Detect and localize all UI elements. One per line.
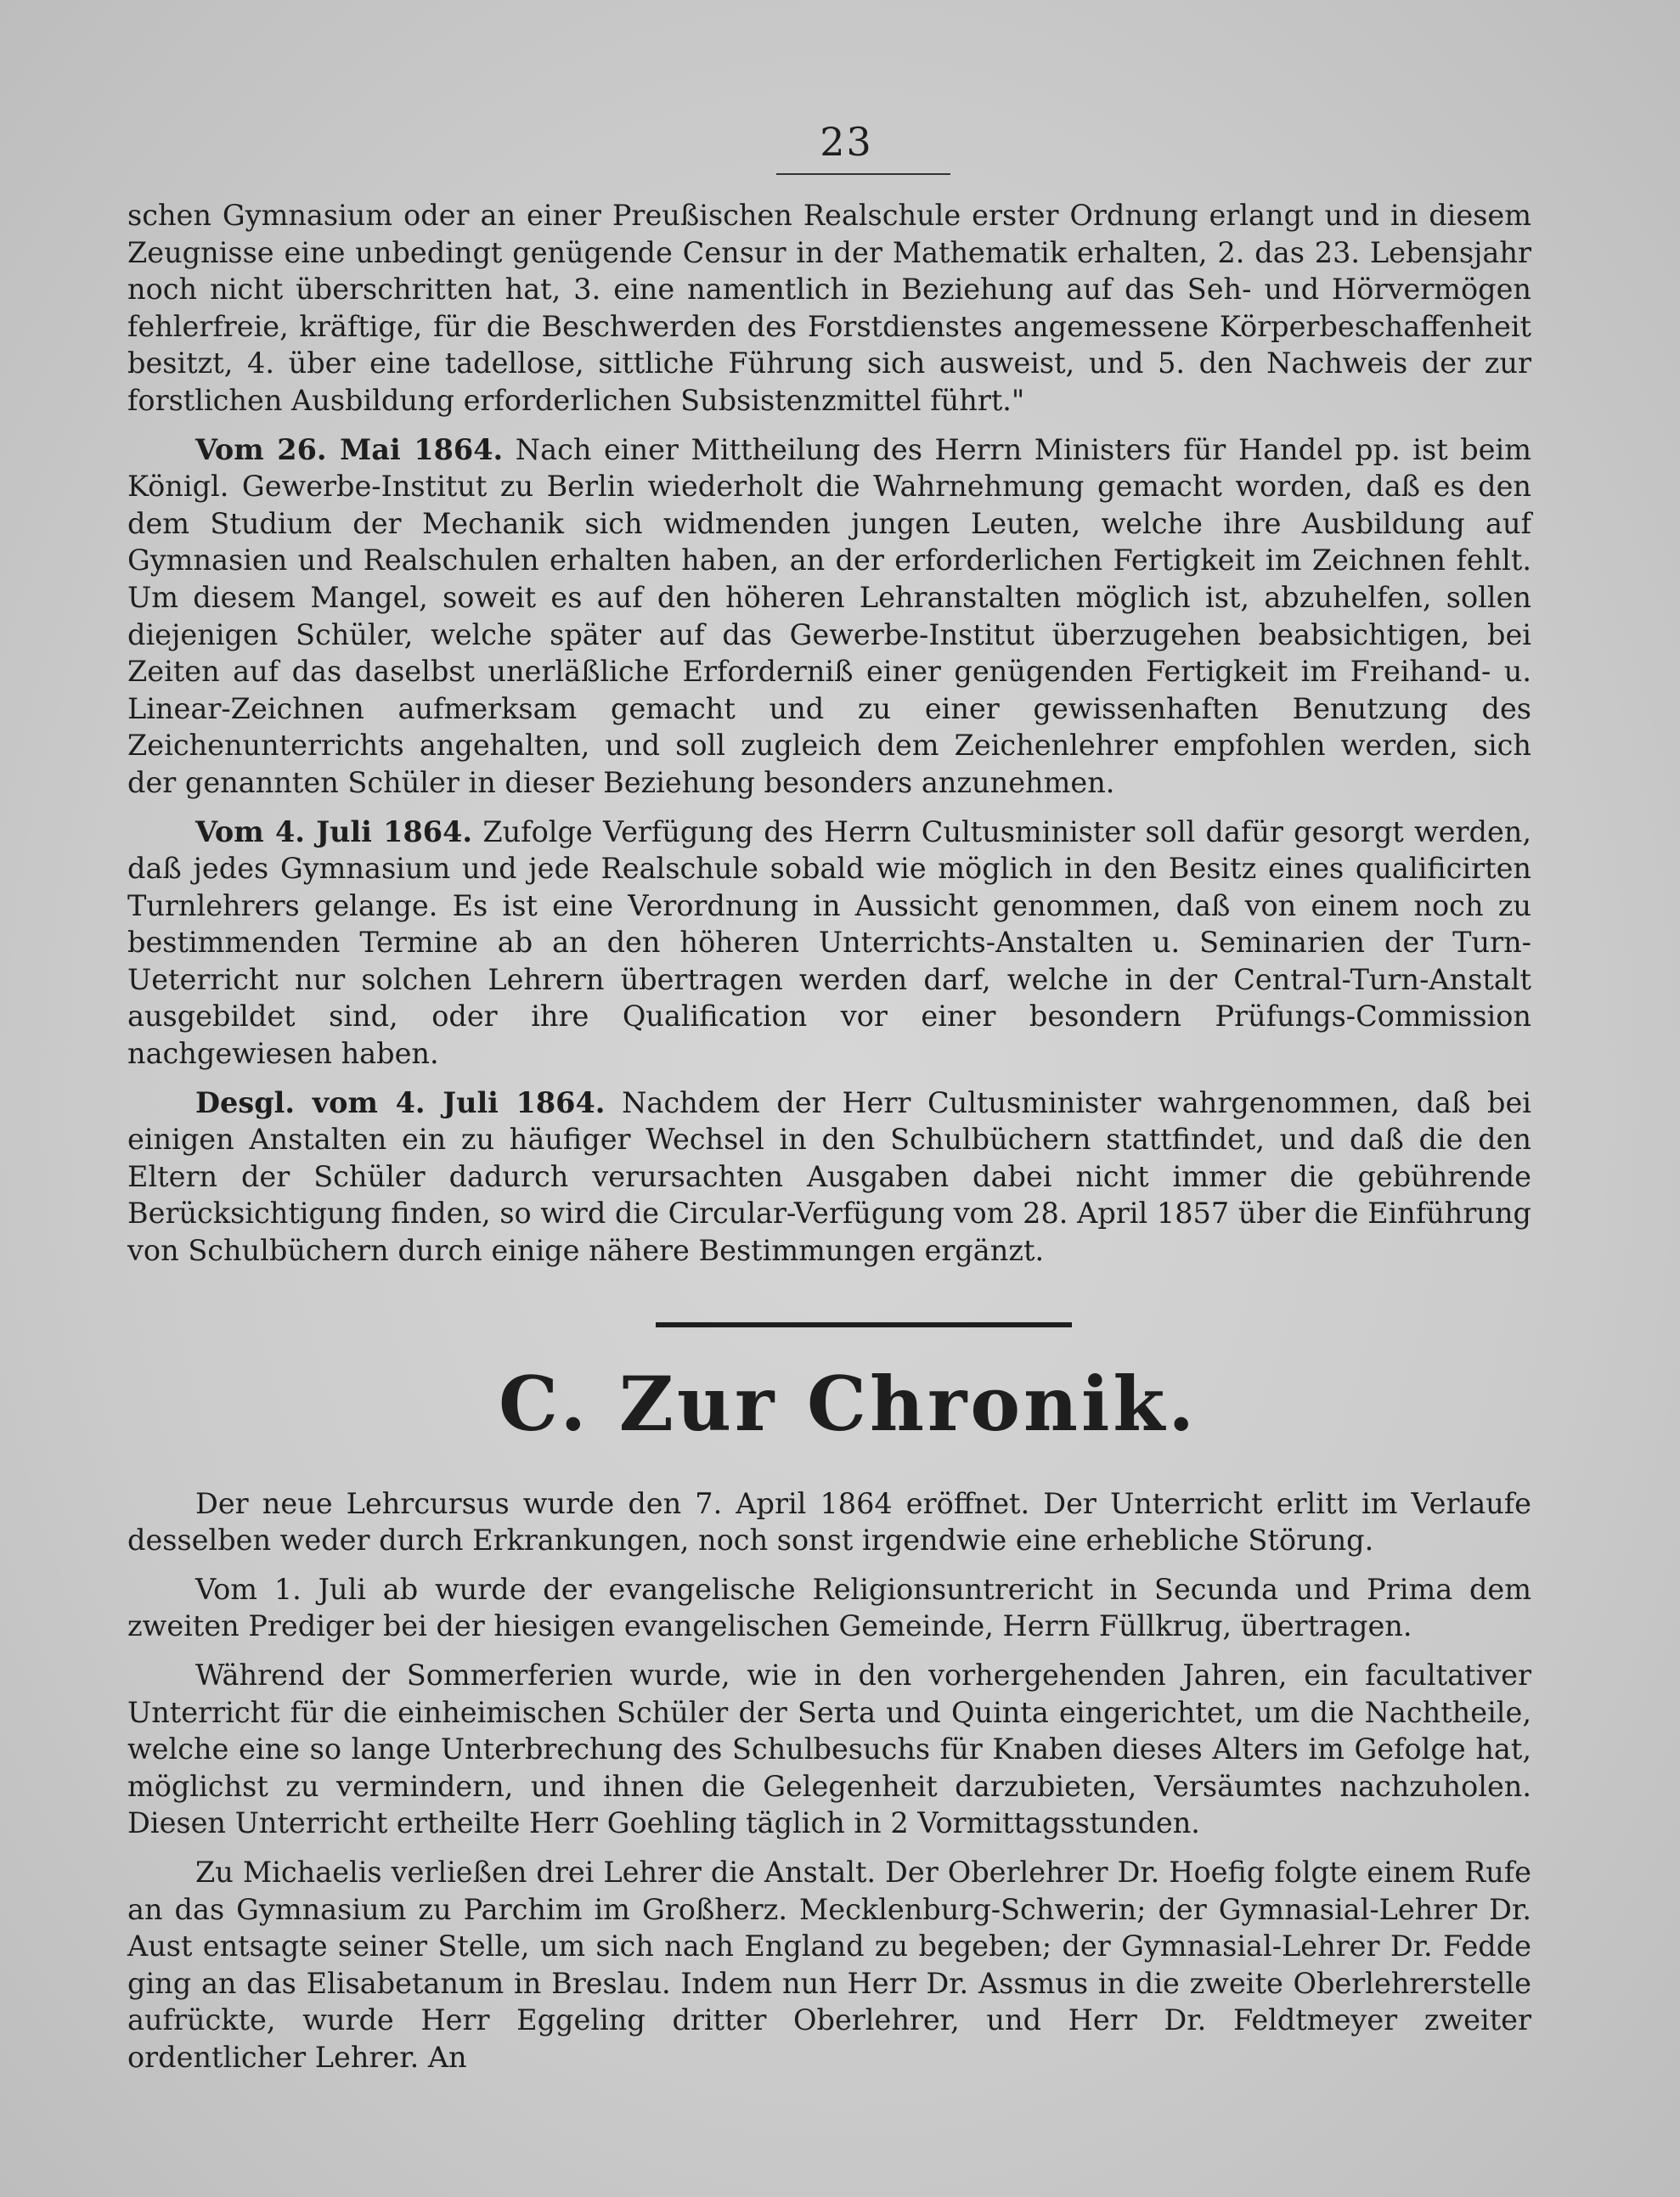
decree-text: Zufolge Verfügung des Herrn Cultusminister soll dafür gesorgt werden, daß jedes Gymnasium und jede Realschule sobald wie möglich in den Besitz eines qualificirten Turnlehrers gelange. Es ist eine Verordnung in Aussicht genommen, daß von einem noch zu bestimmenden Termine ab an den höheren Unterrichts-Anstalten u. Seminarien der Turn-Ueterricht nur solchen Lehrern übertragen werden darf, welche in der Central-Turn-Anstalt ausgebildet sind, oder ihre Qualification vor einer besondern Prüfungs-Commission nachgewiesen haben. bbox=[127, 814, 1531, 1071]
decree-date: Desgl. vom 4. Juli 1864. bbox=[195, 1085, 606, 1119]
section-divider bbox=[656, 1322, 1072, 1327]
section-heading: C. Zur Chronik. bbox=[498, 1359, 1198, 1448]
decree-paragraph bbox=[127, 431, 1531, 802]
page-number: 23 bbox=[820, 119, 873, 165]
page-number-rule bbox=[776, 173, 950, 175]
intro-paragraph: schen Gymnasium oder an einer Preußischen Realschule erster Ordnung erlangt und in diesem Zeugnisse eine unbedingt genügende Censur in der Mathematik erhalten, 2. das 23. Lebensjahr noch nicht überschritten hat, 3. eine namentlich in Beziehung auf das Seh- und Hörvermögen fehlerfreie, kräftige, für die Beschwerden des Forstdienstes angemessene Körperbeschaffenheit besitzt, 4. über eine tadellose, sittliche Führung sich ausweist, und 5. den Nachweis der zur forstlichen Ausbildung erforderlichen Subsistenzmittel führt." bbox=[127, 199, 1531, 417]
decree-text: Nachdem der Herr Cultusminister wahrgenommen, daß bei einigen Anstalten ein zu häufiger Wechsel in den Schulbüchern stattfindet, und daß die den Eltern der Schüler dadurch verursachten Ausgaben dabei nicht immer die gebührende Berücksichtigung finden, so wird die Circular-Verfügung vom 28. April 1857 über die Einführung von Schulbüchern durch einige nähere Bestimmungen ergänzt. bbox=[127, 1085, 1531, 1268]
decree-date: Vom 26. Mai 1864. bbox=[195, 432, 504, 466]
chronicle-paragraph: Zu Michaelis verließen drei Lehrer die Anstalt. Der Oberlehrer Dr. Hoefig folgte einem Rufe an das Gymnasium zu Parchim im Großherz. Mecklenburg-Schwerin; der Gymnasial-Lehrer Dr. Aust entsagte seiner Stelle, um sich nach England zu begeben; der Gymnasial-Lehrer Dr. Fedde ging an das Elisabetanum in Breslau. Indem nun Herr Dr. Assmus in die zweite Oberlehrerstelle aufrückte, wurde Herr Eggeling dritter Oberlehrer, und Herr Dr. Feldtmeyer zweiter ordentlicher Lehrer. An bbox=[127, 1855, 1531, 2074]
chronicle-paragraph: Der neue Lehrcursus wurde den 7. April 1864 eröffnet. Der Unterricht erlitt im Verlaufe desselben weder durch Erkrankungen, noch sonst irgendwie eine erhebliche Störung. bbox=[127, 1486, 1531, 1558]
chronicle-paragraph: Während der Sommerferien wurde, wie in den vorhergehenden Jahren, ein facultativer Unterricht für die einheimischen Schüler der Serta und Quinta eingerichtet, um die Nachtheile, welche eine so lange Unterbrechung des Schulbesuchs für Knaben dieses Alters im Gefolge hat, möglichst zu vermindern, und ihnen die Gelegenheit darzubieten, Versäumtes nachzuholen. Diesen Unterricht ertheilte Herr Goehling täglich in 2 Vormittagsstunden. bbox=[127, 1659, 1531, 1840]
decree-paragraph bbox=[127, 814, 1531, 1073]
decree-date: Vom 4. Juli 1864. bbox=[195, 814, 473, 848]
chronicle-paragraph: Vom 1. Juli ab wurde der evangelische Religionsuntrericht in Secunda und Prima dem zweiten Prediger bei der hiesigen evangelischen Gemeinde, Herrn Füllkrug, übertragen. bbox=[127, 1572, 1531, 1643]
decree-paragraph bbox=[127, 1084, 1531, 1270]
decree-text: Nach einer Mittheilung des Herrn Ministers für Handel pp. ist beim Königl. Gewerbe-Institut zu Berlin wiederholt die Wahrnehmung gemacht worden, daß es den dem Studium der Mechanik sich widmenden jungen Leuten, welche ihre Ausbildung auf Gymnasien und Realschulen erhalten haben, an der erforderlichen Fertigkeit im Zeichnen fehlt. Um diesem Mangel, soweit es auf den höheren Lehranstalten möglich ist, abzuhelfen, sollen diejenigen Schüler, welche später auf das Gewerbe-Institut überzugehen beabsichtigen, bei Zeiten auf das daselbst unerläßliche Erforderniß einer genügenden Fertigkeit im Freihand- u. Linear-Zeichnen aufmerksam gemacht und zu einer gewissenhaften Benutzung des Zeichenunterrichts angehalten, und soll zugleich dem Zeichenlehrer empfohlen werden, sich der genannten Schüler in dieser Beziehung besonders anzunehmen. bbox=[127, 432, 1531, 799]
